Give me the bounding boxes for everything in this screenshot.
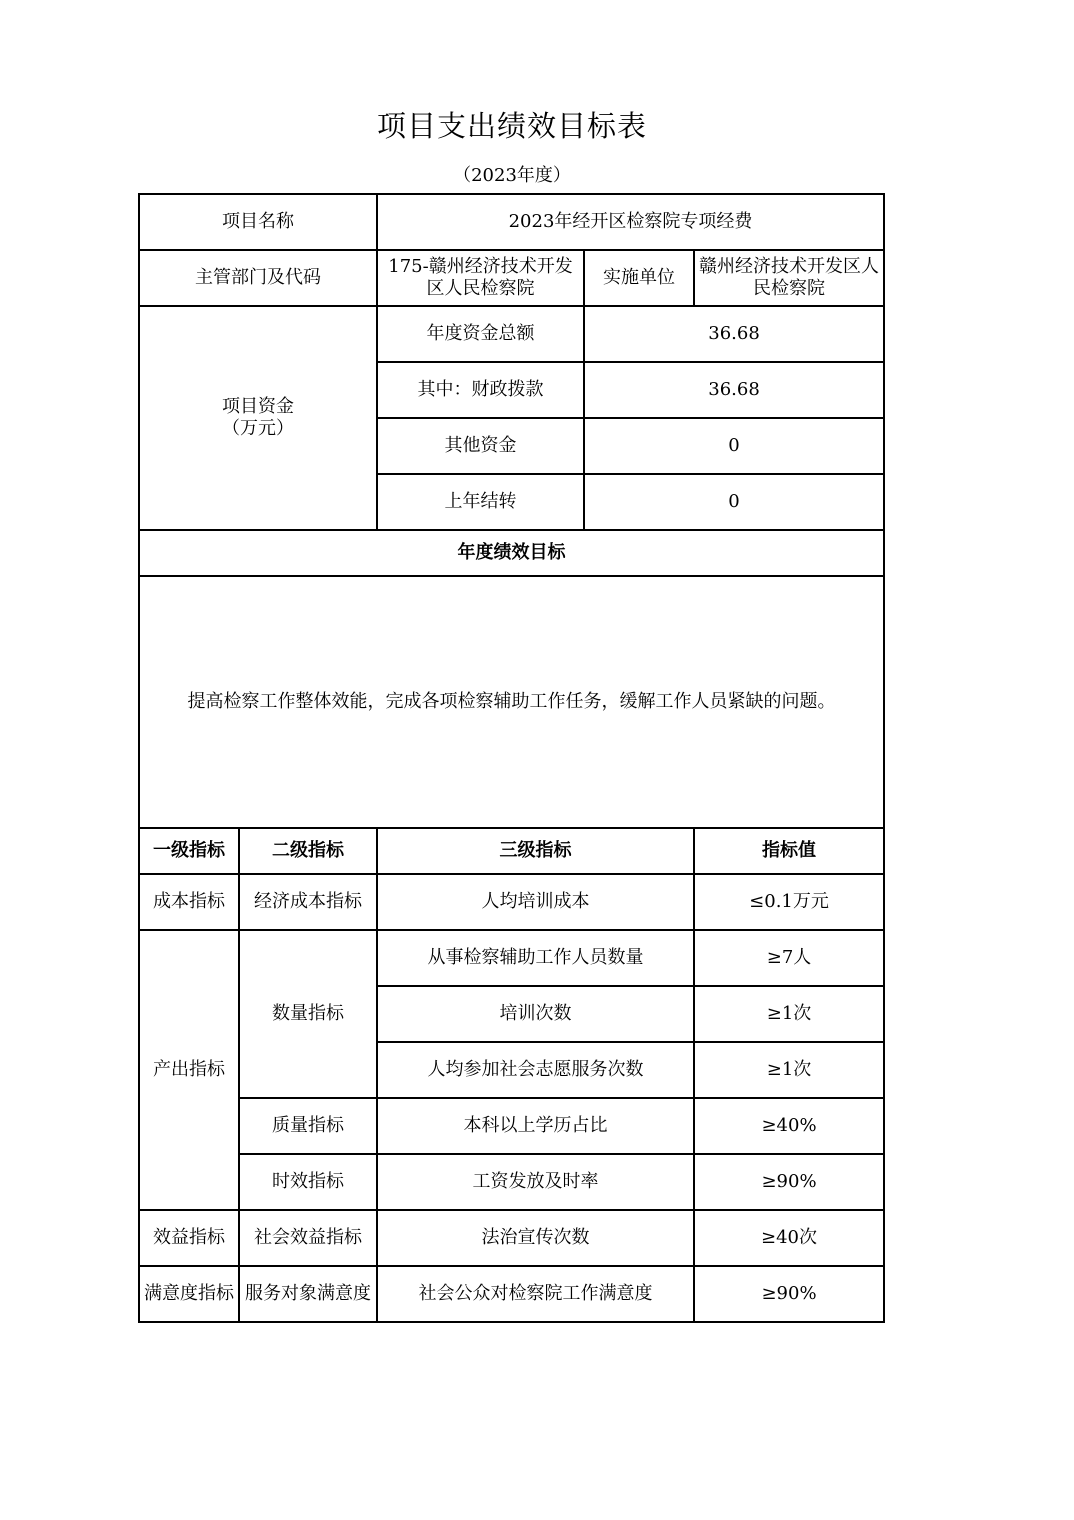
benefit-level2: 社会效益指标 bbox=[239, 1210, 377, 1266]
table-row bbox=[139, 1098, 884, 1154]
satisfaction-level3: 社会公众对检察院工作满意度 bbox=[377, 1266, 694, 1322]
cost-level3: 人均培训成本 bbox=[377, 874, 694, 930]
funds-label-text: 项目资金 bbox=[222, 396, 294, 417]
goal-header-row bbox=[139, 530, 884, 576]
cost-level1: 成本指标 bbox=[139, 874, 239, 930]
benefit-level3: 法治宣传次数 bbox=[377, 1210, 694, 1266]
table-row bbox=[139, 1210, 884, 1266]
funds-unit-text: （万元） bbox=[222, 418, 294, 439]
benefit-level1: 效益指标 bbox=[139, 1210, 239, 1266]
satisfaction-level1: 满意度指标 bbox=[139, 1266, 239, 1322]
quantity-item-level3: 从事检察辅助工作人员数量 bbox=[377, 930, 694, 986]
department-label: 主管部门及代码 bbox=[139, 250, 377, 306]
quality-level3: 本科以上学历占比 bbox=[377, 1098, 694, 1154]
performance-table bbox=[138, 193, 885, 1323]
implementing-unit-label: 实施单位 bbox=[584, 250, 694, 306]
header-value: 指标值 bbox=[694, 828, 884, 874]
timeliness-value: ≥90% bbox=[694, 1154, 884, 1210]
satisfaction-value: ≥90% bbox=[694, 1266, 884, 1322]
timeliness-level3: 工资发放及时率 bbox=[377, 1154, 694, 1210]
quantity-item-level3: 培训次数 bbox=[377, 986, 694, 1042]
timeliness-level2: 时效指标 bbox=[239, 1154, 377, 1210]
funds-row bbox=[139, 306, 884, 362]
project-name-value: 2023年经开区检察院专项经费 bbox=[377, 194, 884, 250]
goal-text-row bbox=[139, 576, 884, 828]
funds-label bbox=[139, 306, 377, 530]
funds-carryover-label: 上年结转 bbox=[377, 474, 584, 530]
table-row bbox=[139, 930, 884, 986]
table-row bbox=[139, 1154, 884, 1210]
header-level3: 三级指标 bbox=[377, 828, 694, 874]
satisfaction-level2: 服务对象满意度 bbox=[239, 1266, 377, 1322]
quality-level2: 质量指标 bbox=[239, 1098, 377, 1154]
indicator-header-row bbox=[139, 828, 884, 874]
quality-value: ≥40% bbox=[694, 1098, 884, 1154]
department-row bbox=[139, 250, 884, 306]
goal-text: 提高检察工作整体效能，完成各项检察辅助工作任务，缓解工作人员紧缺的问题。 bbox=[139, 576, 884, 828]
funds-fiscal-value: 36.68 bbox=[584, 362, 884, 418]
benefit-value: ≥40次 bbox=[694, 1210, 884, 1266]
header-level1: 一级指标 bbox=[139, 828, 239, 874]
goal-header: 年度绩效目标 bbox=[139, 530, 884, 576]
funds-fiscal-label: 其中：财政拨款 bbox=[377, 362, 584, 418]
quantity-item-value: ≥1次 bbox=[694, 1042, 884, 1098]
cost-level2: 经济成本指标 bbox=[239, 874, 377, 930]
cost-value: ≤0.1万元 bbox=[694, 874, 884, 930]
page-title: 项目支出绩效目标表 bbox=[376, 109, 647, 143]
table-row bbox=[139, 1266, 884, 1322]
quantity-item-level3: 人均参加社会志愿服务次数 bbox=[377, 1042, 694, 1098]
quantity-level2: 数量指标 bbox=[239, 930, 377, 1098]
table-row bbox=[139, 874, 884, 930]
funds-other-label: 其他资金 bbox=[377, 418, 584, 474]
project-name-row bbox=[139, 194, 884, 250]
funds-total-label: 年度资金总额 bbox=[377, 306, 584, 362]
page-subtitle: （2023年度） bbox=[453, 165, 571, 186]
funds-total-value: 36.68 bbox=[584, 306, 884, 362]
implementing-unit-value: 赣州经济技术开发区人民检察院 bbox=[694, 250, 884, 306]
quantity-item-value: ≥1次 bbox=[694, 986, 884, 1042]
header-level2: 二级指标 bbox=[239, 828, 377, 874]
funds-other-value: 0 bbox=[584, 418, 884, 474]
funds-carryover-value: 0 bbox=[584, 474, 884, 530]
output-level1: 产出指标 bbox=[139, 930, 239, 1210]
quantity-item-value: ≥7人 bbox=[694, 930, 884, 986]
department-value: 175-赣州经济技术开发区人民检察院 bbox=[377, 250, 584, 306]
project-name-label: 项目名称 bbox=[139, 194, 377, 250]
